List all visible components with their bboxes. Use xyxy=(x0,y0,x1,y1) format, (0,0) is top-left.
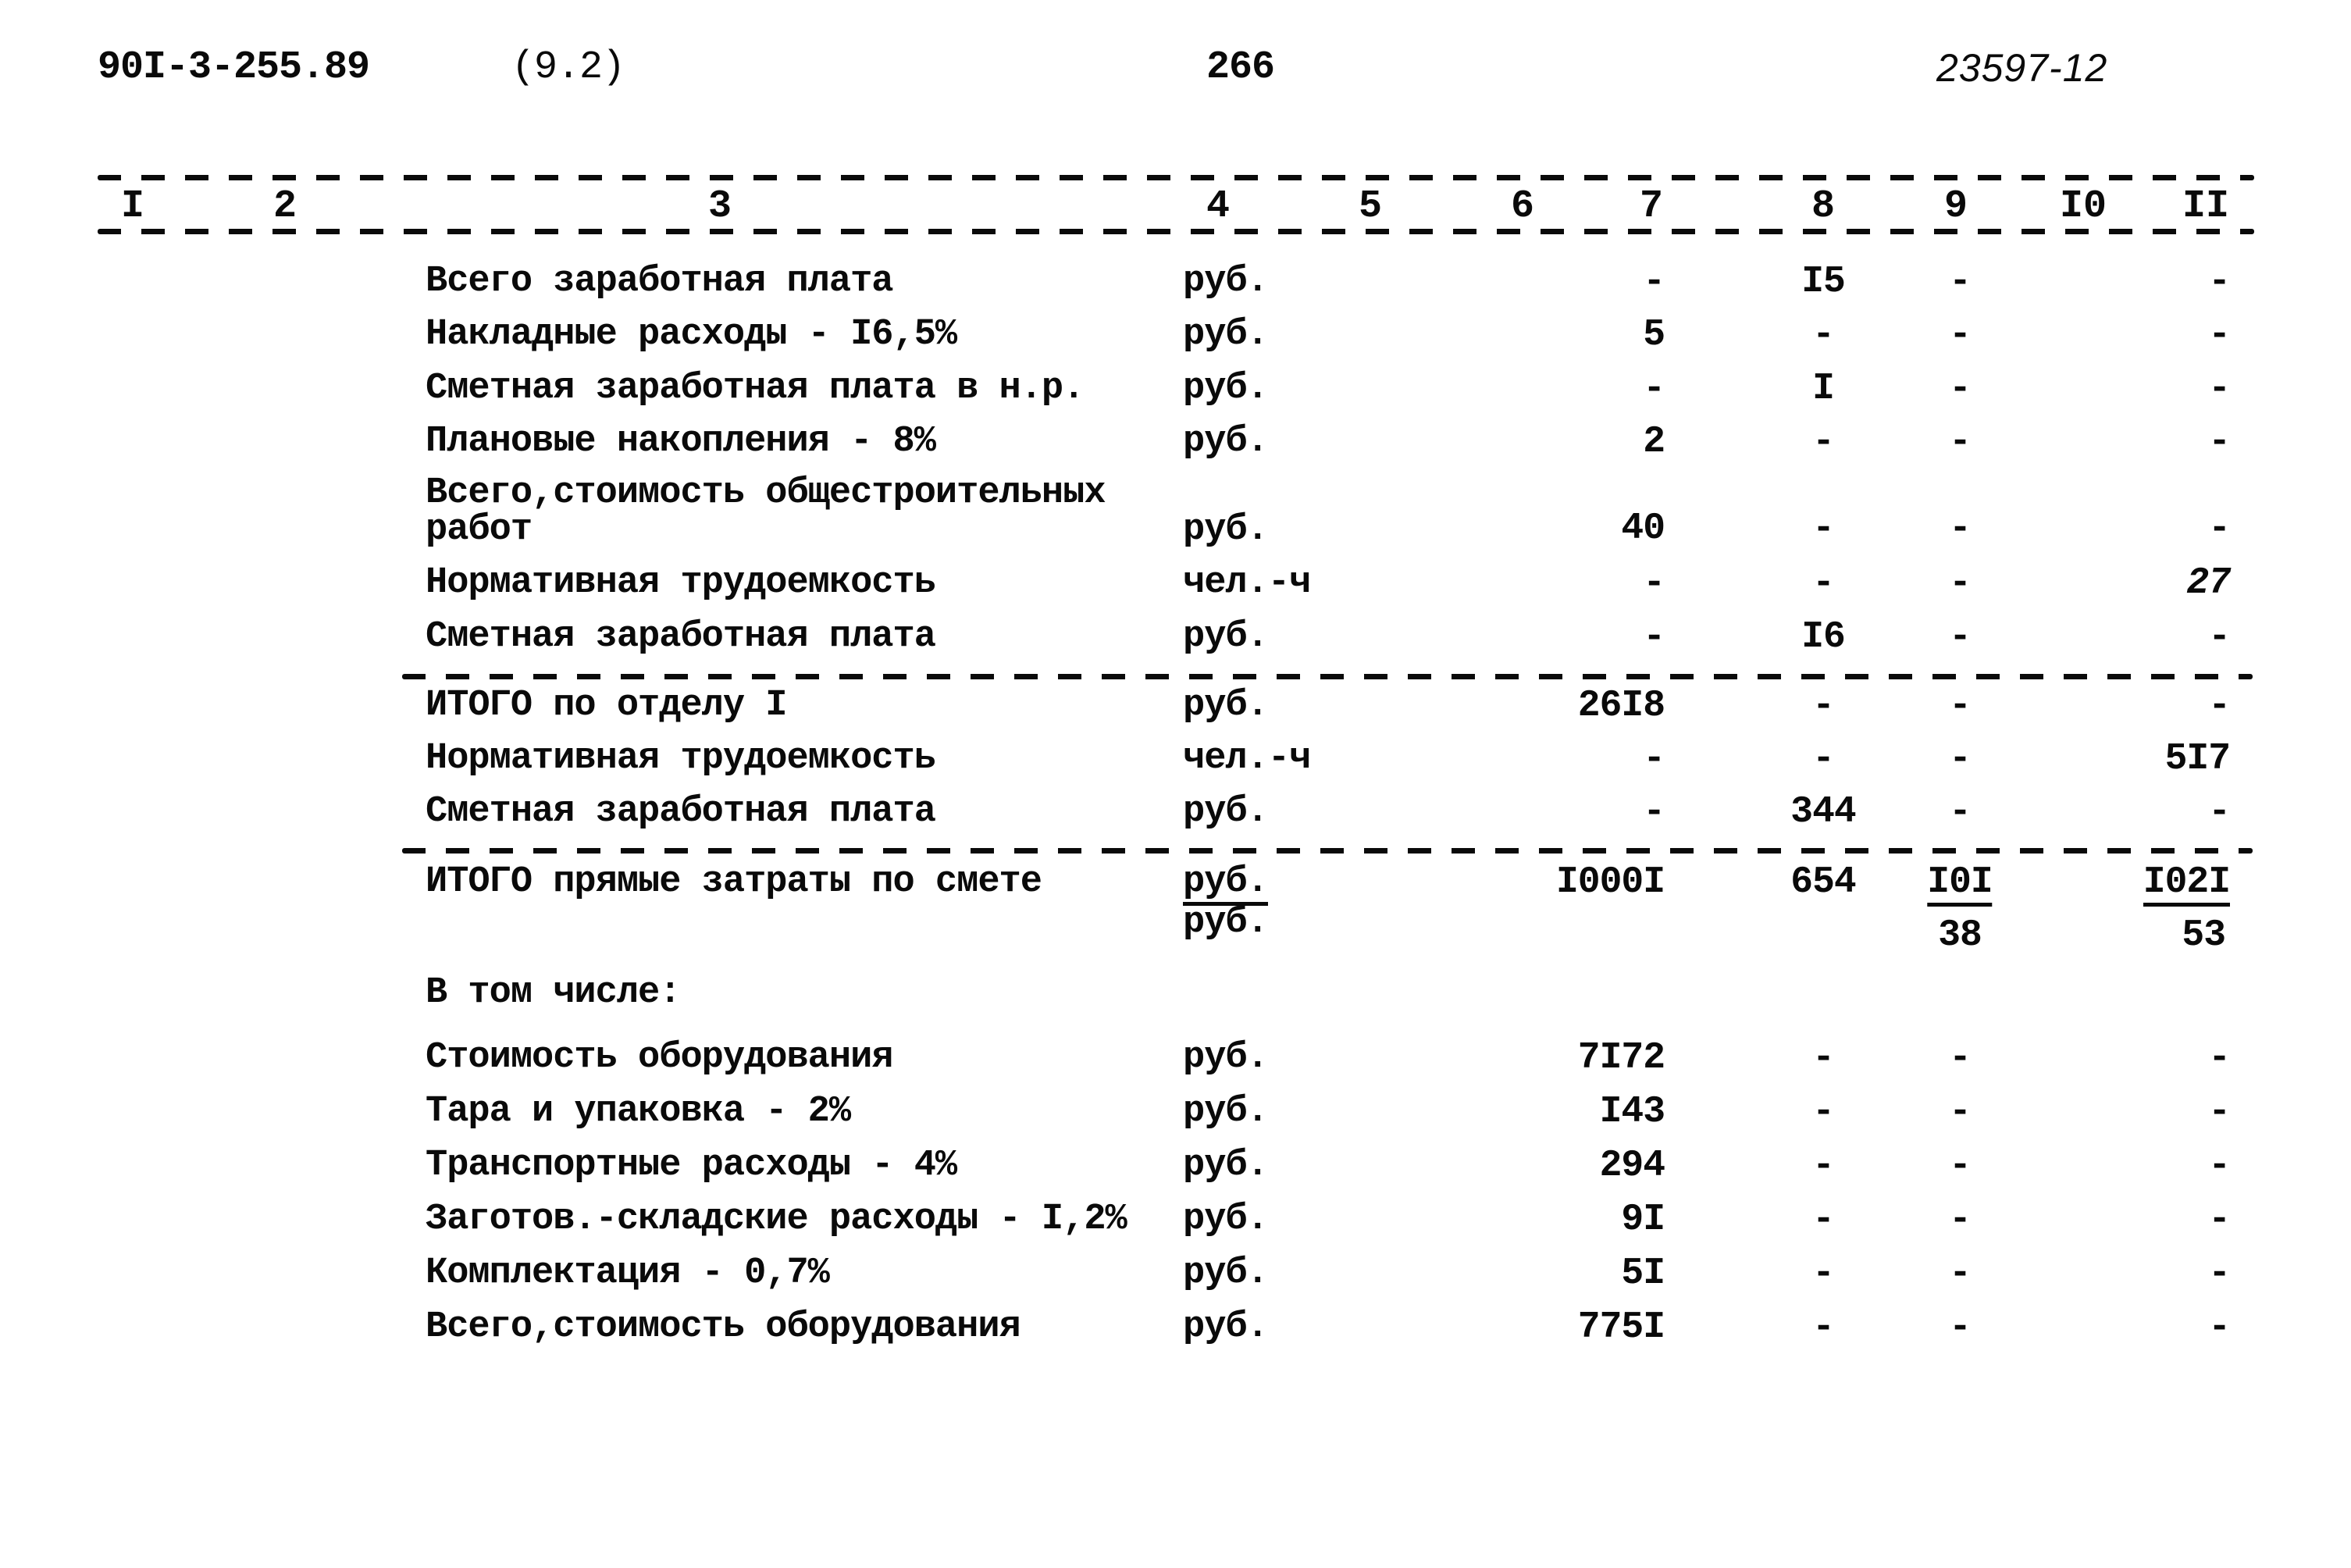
row-label: Накладные расходы - I6,5% xyxy=(426,314,957,355)
table-row xyxy=(0,1039,2351,1086)
col7-value: 26I8 xyxy=(1577,685,1665,727)
table-row xyxy=(0,562,2351,611)
col11-value: - xyxy=(2208,1253,2230,1295)
col9-value: - xyxy=(1949,616,1971,658)
column-number-2: 2 xyxy=(273,184,297,229)
col7-value: 2 xyxy=(1643,421,1665,463)
column-number-6: 6 xyxy=(1510,184,1535,229)
section-number: (9.2) xyxy=(511,45,625,90)
row-label: Комплектация - 0,7% xyxy=(426,1253,829,1294)
col8-value: - xyxy=(1812,421,1834,463)
section-separator-dashed-rule xyxy=(402,674,2253,679)
row-unit: руб. xyxy=(1183,314,1268,355)
section-separator-dashed-rule xyxy=(402,848,2253,853)
col7-value: - xyxy=(1643,261,1665,303)
col11-value-top: I02I xyxy=(2143,864,2230,907)
table-row xyxy=(0,687,2351,734)
document-code: 90I-3-255.89 xyxy=(98,45,370,90)
col8-value: - xyxy=(1812,1091,1834,1133)
col11-value: - xyxy=(2208,1306,2230,1349)
col9-value: - xyxy=(1949,562,1971,604)
table-row xyxy=(0,263,2351,310)
col8-value: - xyxy=(1812,314,1834,356)
header-bottom-dashed-rule xyxy=(98,229,2254,234)
col9-value: - xyxy=(1949,261,1971,303)
table-row xyxy=(0,618,2351,665)
row-label: Всего заработная плата xyxy=(426,261,893,302)
row-label-line2: работ xyxy=(426,509,533,551)
column-number-11: II xyxy=(2182,184,2230,229)
column-number-7: 7 xyxy=(1639,184,1664,229)
column-number-9: 9 xyxy=(1943,184,1968,229)
row-label: ИТОГО по отделу I xyxy=(426,685,787,726)
col9-value: - xyxy=(1949,508,1971,550)
col11-value: - xyxy=(2208,421,2230,463)
row-unit: руб. xyxy=(1183,1306,1268,1348)
col7-value: 5 xyxy=(1643,314,1665,356)
row-label-line1: Всего,стоимость общестроительных xyxy=(426,472,1106,514)
row-unit: руб. xyxy=(1183,368,1268,409)
row-unit: руб. xyxy=(1183,685,1268,726)
table-row xyxy=(0,1201,2351,1248)
table-row xyxy=(0,740,2351,787)
row-unit: руб. xyxy=(1183,616,1268,657)
row-label: Нормативная трудоемкость xyxy=(426,562,935,604)
column-number-8: 8 xyxy=(1811,184,1836,229)
row-unit: руб. xyxy=(1183,1145,1268,1186)
col11-value: - xyxy=(2208,616,2230,658)
row-label: Сметная заработная плата в н.р. xyxy=(426,368,1085,409)
col7-value: I000I xyxy=(1555,861,1665,903)
col11-value: - xyxy=(2208,314,2230,356)
col8-value: - xyxy=(1812,738,1834,780)
col9-value: - xyxy=(1949,791,1971,833)
col9-value: - xyxy=(1949,368,1971,410)
col11-value-bottom: 53 xyxy=(2182,914,2225,957)
row-label: Плановые накопления - 8% xyxy=(426,421,935,462)
row-label: Нормативная трудоемкость xyxy=(426,738,935,779)
col8-value: - xyxy=(1812,562,1834,604)
col11-value: - xyxy=(2208,1199,2230,1241)
col7-value: - xyxy=(1643,562,1665,604)
col11-value: - xyxy=(2208,368,2230,410)
col8-value: - xyxy=(1812,508,1834,550)
row-unit: руб. xyxy=(1183,261,1268,302)
row-label: Транспортные расходы - 4% xyxy=(426,1145,957,1186)
col11-value: - xyxy=(2208,791,2230,833)
col8-value: - xyxy=(1812,1199,1834,1241)
col9-value-top: I0I xyxy=(1927,864,1992,907)
col8-value: - xyxy=(1812,1253,1834,1295)
column-number-4: 4 xyxy=(1206,184,1231,229)
col8-value: - xyxy=(1812,685,1834,727)
row-unit-top: руб. xyxy=(1183,864,1268,906)
col7-value: 5I xyxy=(1621,1253,1665,1295)
row-unit: руб. xyxy=(1183,1199,1268,1240)
table-row xyxy=(0,472,2351,553)
col11-value: - xyxy=(2208,1091,2230,1133)
col8-value: - xyxy=(1812,1145,1834,1187)
col11-value: - xyxy=(2208,685,2230,727)
archive-number: 23597-12 xyxy=(1936,46,2108,90)
col11-value: - xyxy=(2208,261,2230,303)
col7-value: - xyxy=(1643,616,1665,658)
table-row xyxy=(0,793,2351,840)
column-number-5: 5 xyxy=(1358,184,1383,229)
col7-value: - xyxy=(1643,791,1665,833)
row-unit: чел.-ч xyxy=(1183,562,1311,604)
col9-value: - xyxy=(1949,738,1971,780)
row-unit: руб. xyxy=(1183,1037,1268,1078)
row-unit: руб. xyxy=(1183,509,1268,551)
col9-value: - xyxy=(1949,314,1971,356)
col11-value: - xyxy=(2208,1037,2230,1079)
row-label: ИТОГО прямые затраты по смете xyxy=(426,861,1042,903)
row-unit-bottom: руб. xyxy=(1183,902,1268,943)
col7-value: 9I xyxy=(1621,1199,1665,1241)
col9-value: - xyxy=(1949,1145,1971,1187)
col8-value: I6 xyxy=(1801,616,1845,658)
col8-value: I5 xyxy=(1801,261,1845,303)
header-top-dashed-rule xyxy=(98,175,2254,180)
col9-value: - xyxy=(1949,1199,1971,1241)
col9-value: - xyxy=(1949,1253,1971,1295)
row-label: Заготов.-складские расходы - I,2% xyxy=(426,1199,1127,1240)
table-row xyxy=(0,423,2351,470)
col8-value: - xyxy=(1812,1306,1834,1349)
including-label: В том числе: xyxy=(426,972,681,1014)
row-unit: руб. xyxy=(1183,791,1268,832)
col9-value: - xyxy=(1949,1091,1971,1133)
col8-value: - xyxy=(1812,1037,1834,1079)
col8-value: 654 xyxy=(1790,861,1856,903)
col8-value: I xyxy=(1812,368,1834,410)
table-row xyxy=(0,1147,2351,1194)
table-row xyxy=(0,1255,2351,1302)
col9-value: - xyxy=(1949,1037,1971,1079)
table-row xyxy=(0,1093,2351,1140)
col11-value: 27 xyxy=(2186,562,2230,604)
col9-value: - xyxy=(1949,685,1971,727)
col9-value-bottom: 38 xyxy=(1938,914,1982,957)
col7-value: 294 xyxy=(1599,1145,1665,1187)
col7-value: 40 xyxy=(1621,508,1665,550)
col9-value: - xyxy=(1949,421,1971,463)
row-unit: руб. xyxy=(1183,1091,1268,1132)
column-number-1: I xyxy=(120,184,145,229)
col7-value: 7I72 xyxy=(1577,1037,1665,1079)
col7-value: I43 xyxy=(1599,1091,1665,1133)
total-direct-costs-row xyxy=(0,861,2351,965)
column-number-10: I0 xyxy=(2059,184,2107,229)
col7-value: - xyxy=(1643,738,1665,780)
table-row xyxy=(0,370,2351,417)
row-label: Тара и упаковка - 2% xyxy=(426,1091,851,1132)
col11-value: - xyxy=(2208,1145,2230,1187)
col8-value: 344 xyxy=(1790,791,1856,833)
row-label: Сметная заработная плата xyxy=(426,791,935,832)
column-number-3: 3 xyxy=(707,184,732,229)
row-unit: руб. xyxy=(1183,421,1268,462)
row-label: Всего,стоимость оборудования xyxy=(426,1306,1021,1348)
col11-value: - xyxy=(2208,508,2230,550)
table-row xyxy=(0,316,2351,363)
col7-value: 775I xyxy=(1577,1306,1665,1349)
table-row xyxy=(0,1306,2351,1356)
row-unit: руб. xyxy=(1183,1253,1268,1294)
page-number: 266 xyxy=(1206,45,1275,90)
col9-value: - xyxy=(1949,1306,1971,1349)
row-unit: чел.-ч xyxy=(1183,738,1311,779)
col7-value: - xyxy=(1643,368,1665,410)
row-label: Стоимость оборудования xyxy=(426,1037,893,1078)
row-label: Сметная заработная плата xyxy=(426,616,935,657)
col11-value: 5I7 xyxy=(2164,738,2230,780)
